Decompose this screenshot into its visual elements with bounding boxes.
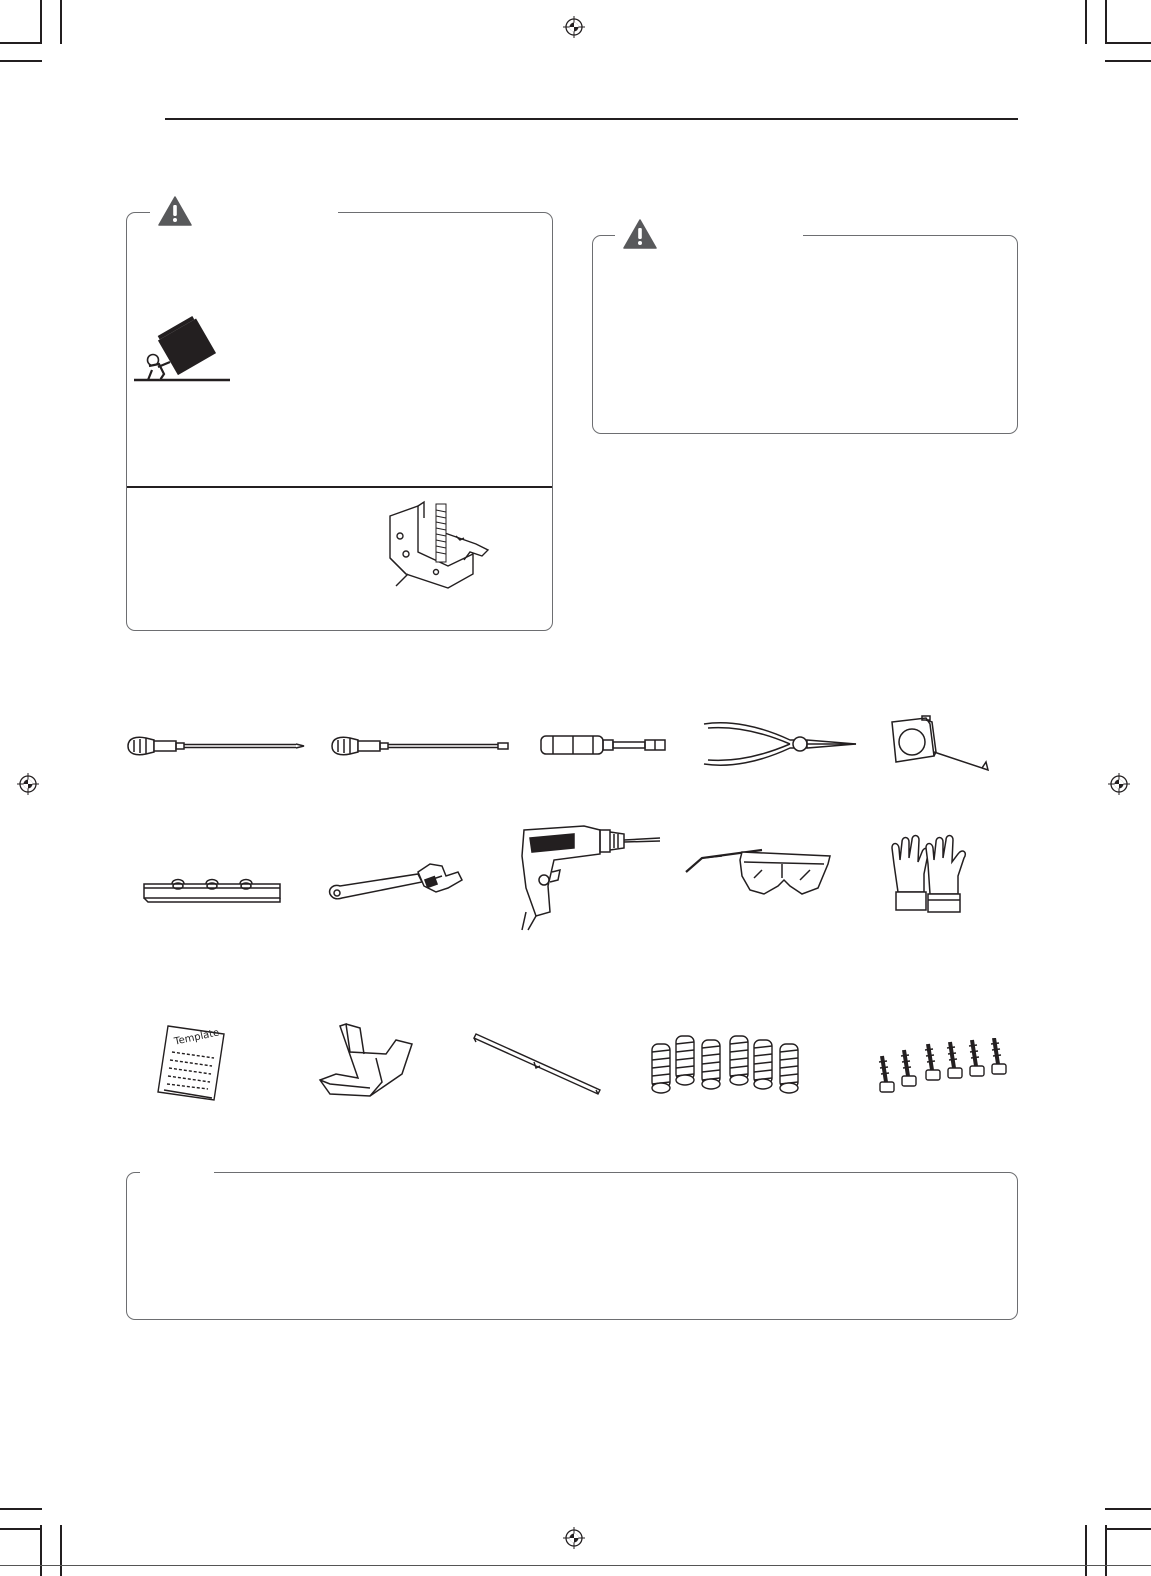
tape-measure-icon <box>886 712 992 776</box>
section-divider <box>127 486 552 488</box>
header-rule <box>165 118 1018 120</box>
anti-tip-bracket-illustration <box>378 494 508 594</box>
slug-line <box>0 1565 1151 1566</box>
note-box <box>126 1172 1018 1320</box>
template-sheet-icon <box>150 1024 230 1104</box>
registration-mark-icon <box>1108 773 1130 795</box>
flat-screwdriver-icon <box>328 732 512 760</box>
warning-triangle-icon <box>158 196 192 226</box>
phillips-screwdriver-icon <box>124 732 308 760</box>
nut-driver-icon <box>538 730 670 760</box>
adjustable-wrench-icon <box>326 862 468 904</box>
needle-nose-pliers-icon <box>700 716 862 772</box>
safety-glasses-icon <box>682 842 834 906</box>
anti-tip-bracket-icon <box>316 1022 416 1098</box>
template-label: Template <box>173 1027 221 1048</box>
warning-box-right <box>592 235 1018 434</box>
registration-mark-icon <box>563 1527 585 1549</box>
wall-anchors-icon <box>650 1030 810 1098</box>
bracket-rail-icon <box>470 1030 606 1096</box>
warning-triangle-icon <box>623 219 657 249</box>
tip-over-hazard-icon <box>130 312 234 388</box>
note-box-tab <box>140 1169 214 1175</box>
registration-mark-icon <box>563 16 585 38</box>
registration-mark-icon <box>17 773 39 795</box>
work-gloves-icon <box>886 834 976 914</box>
lag-screws-icon <box>872 1038 1012 1098</box>
level-icon <box>140 876 284 904</box>
power-drill-icon <box>514 820 664 932</box>
